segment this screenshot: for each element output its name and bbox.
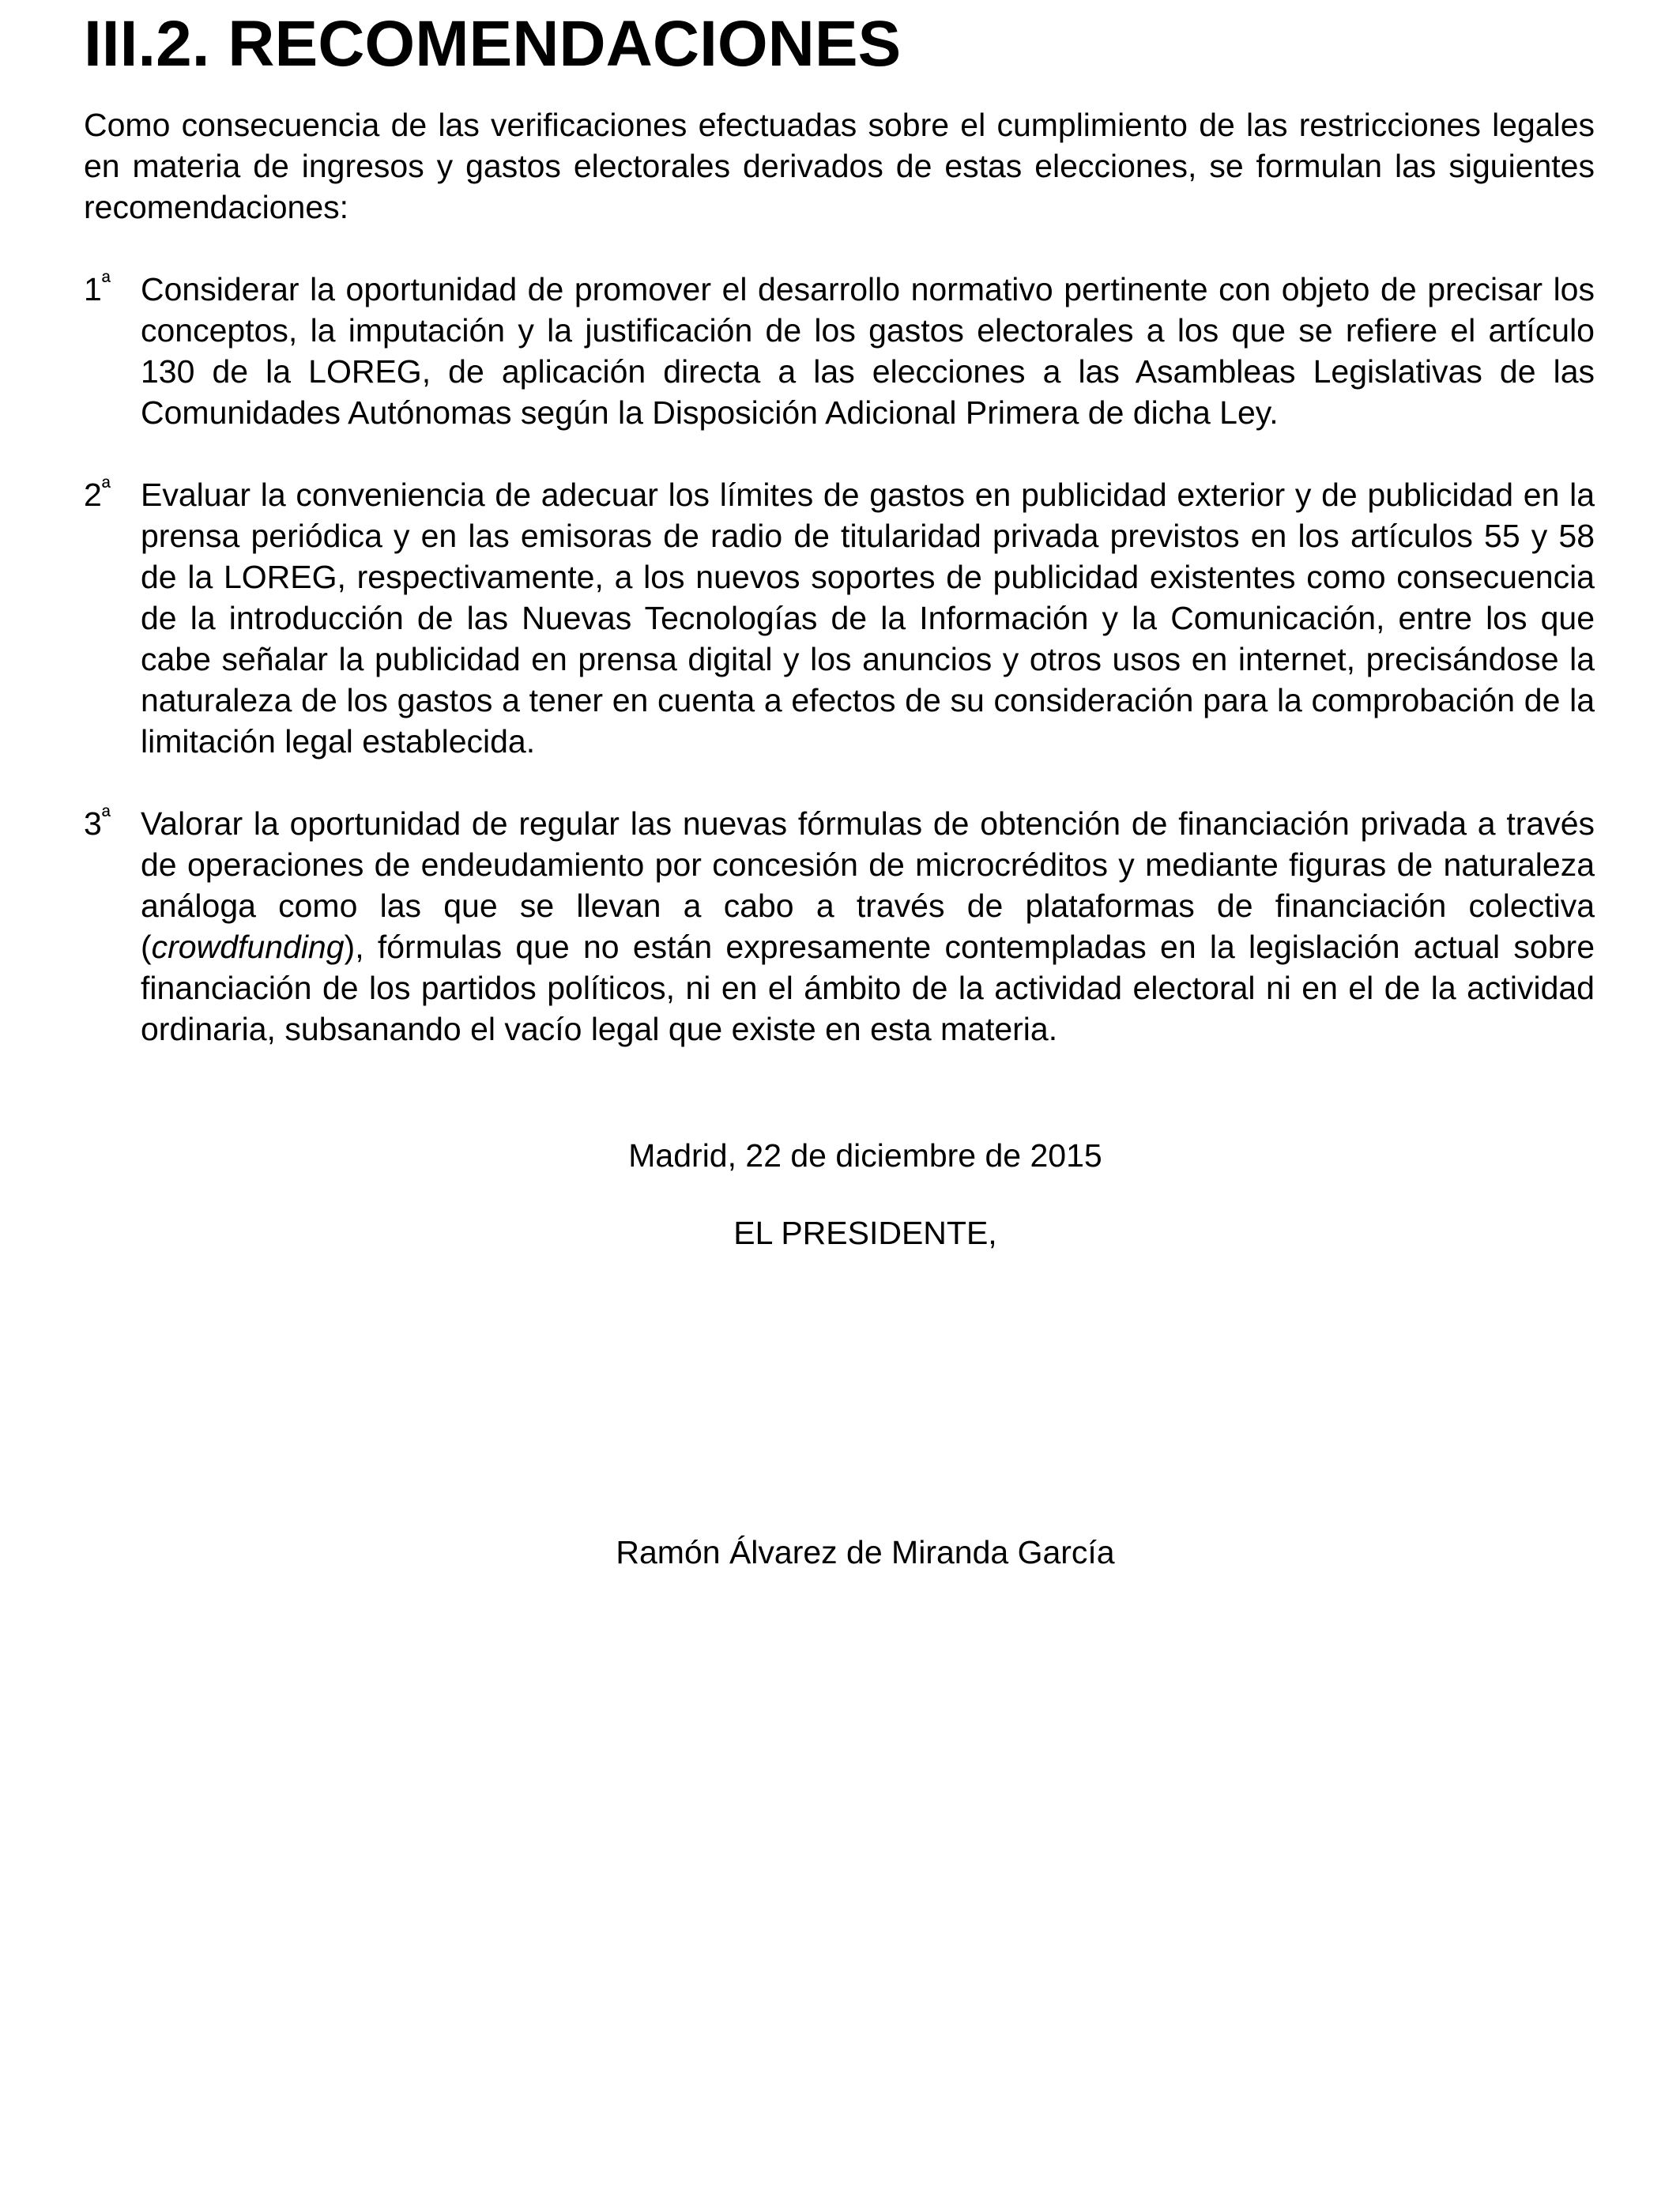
recommendation-item xyxy=(84,474,1595,762)
recommendation-text: Considerar la oportunidad de promover el desarrollo normativo pertinente con objeto de precisar los conceptos, la imputación y la justificación de los gastos electorales a los que se refiere el artículo 130 de la LOREG, de aplicación directa a las elecciones a las Asambleas Legislativas de las Comunidades Autónomas según la Disposición Adicional Primera de dicha Ley. xyxy=(141,271,1595,431)
recommendation-number: $2^ª$ xyxy=(84,474,111,513)
place-date: Madrid, 22 de diciembre de 2015 xyxy=(628,1137,1102,1174)
crowdfunding-term: crowdfunding xyxy=(151,929,345,965)
recommendation-number: $3^ª$ xyxy=(84,803,111,842)
recommendation-text: Evaluar la conveniencia de adecuar los límites de gastos en publicidad exterior y de publicidad en la prensa periódica y en las emisoras de radio de titularidad privada previstos en los artículos 55 y 58 de la LOREG, respectivamente, a los nuevos soportes de publicidad existentes como consecuencia de la introducción de las Nuevas Tecnologías de la Información y la Comunicación, entre los que cabe señalar la publicidad en prensa digital y los anuncios y otros usos en internet, precisándose la naturaleza de los gastos a tener en cuenta a efectos de su consideración para la comprobación de la limitación legal establecida. xyxy=(141,477,1595,760)
recommendation-item xyxy=(84,803,1595,1050)
recommendation-item xyxy=(84,269,1595,433)
signatory-name: Ramón Álvarez de Miranda García xyxy=(616,1534,1115,1570)
recommendation-text: Valorar la oportunidad de regular las nuevas fórmulas de obtención de financiación privada a través de operaciones de endeudamiento por concesión de microcréditos y mediante figuras de naturaleza análoga como las que se llevan a cabo a través de plataformas de financiación colectiva (crowdfunding), fórmulas que no están expresamente contempladas en la legislación actual sobre financiación de los partidos políticos, ni en el ámbito de la actividad electoral ni en el de la actividad ordinaria, subsanando el vacío legal que existe en esta materia. xyxy=(141,805,1595,1047)
section-heading: III.2. RECOMENDACIONES xyxy=(84,8,902,80)
intro-paragraph: Como consecuencia de las verificaciones efectuadas sobre el cumplimiento de las restricciones legales en materia de ingresos y gastos electorales derivados de estas elecciones, se formulan las siguientes recomendaciones: xyxy=(84,107,1595,225)
recommendation-number: $1^ª$ xyxy=(84,269,111,307)
signatory-title: EL PRESIDENTE, xyxy=(733,1215,997,1251)
document-body xyxy=(84,8,1595,1050)
